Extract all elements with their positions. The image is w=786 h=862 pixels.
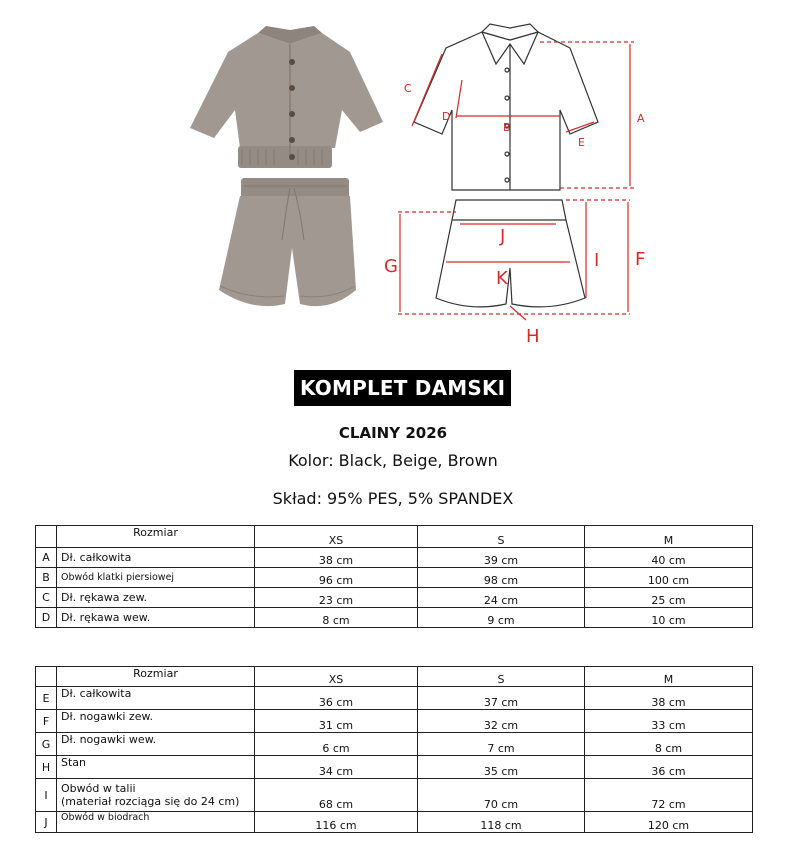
table-row: H Stan 34 cm 35 cm 36 cm [36, 756, 753, 779]
header-rozmiar: Rozmiar [57, 526, 255, 548]
shorts-drawing [436, 200, 585, 307]
table-row: F Dł. nogawki zew. 31 cm 32 cm 33 cm [36, 710, 753, 733]
header-rozmiar: Rozmiar [57, 667, 255, 687]
top-size-table [35, 525, 753, 628]
label-k: K [496, 268, 508, 289]
table-row: C Dł. rękawa zew. 23 cm 24 cm 25 cm [36, 588, 753, 608]
page-title: KOMPLET DAMSKI [294, 370, 511, 406]
label-b: B [503, 121, 511, 134]
table-row: E Dł. całkowita 36 cm 37 cm 38 cm [36, 687, 753, 710]
table-header-row [36, 667, 753, 687]
row-name-line2: (materiał rozciąga się do 24 cm) [61, 795, 240, 808]
composition-line: Skład: 95% PES, 5% SPANDEX [272, 489, 514, 508]
label-d: D [442, 110, 451, 123]
table-row: G Dł. nogawki wew. 6 cm 7 cm 8 cm [36, 733, 753, 756]
table-row: A Dł. całkowita 38 cm 39 cm 40 cm [36, 548, 753, 568]
table-row: D Dł. rękawa wew. 8 cm 9 cm 10 cm [36, 608, 753, 628]
label-f: F [635, 249, 646, 270]
header-m: M [585, 526, 753, 548]
label-i: I [594, 250, 600, 271]
table-row: J Obwód w biodrach 116 cm 118 cm 120 cm [36, 812, 753, 833]
shirt-photo [190, 26, 383, 168]
label-e: E [578, 136, 585, 149]
table-row: I Obwód w talii (materiał rozciąga się do 24 cm) 68 cm 70 cm 72 cm [36, 779, 753, 812]
table-row: B Obwód klatki piersiowej 96 cm 98 cm 100 cm [36, 568, 753, 588]
bottom-size-table [35, 666, 753, 833]
header-s: S [418, 526, 585, 548]
table-header-row [36, 526, 753, 548]
label-h: H [526, 326, 540, 347]
header-xs: XS [255, 667, 418, 687]
header-m: M [585, 667, 753, 687]
color-line: Kolor: Black, Beige, Brown [288, 451, 498, 470]
brand-line: CLAINY 2026 [338, 424, 448, 442]
row-name-line1: Obwód w talii [61, 782, 136, 795]
header-s: S [418, 667, 585, 687]
shirt-drawing [414, 24, 598, 190]
shorts-photo [219, 178, 356, 306]
label-g: G [384, 256, 398, 277]
label-a: A [637, 112, 645, 125]
header-xs: XS [255, 526, 418, 548]
label-j: J [500, 226, 506, 247]
product-illustration [0, 0, 786, 350]
label-c: C [404, 82, 412, 95]
